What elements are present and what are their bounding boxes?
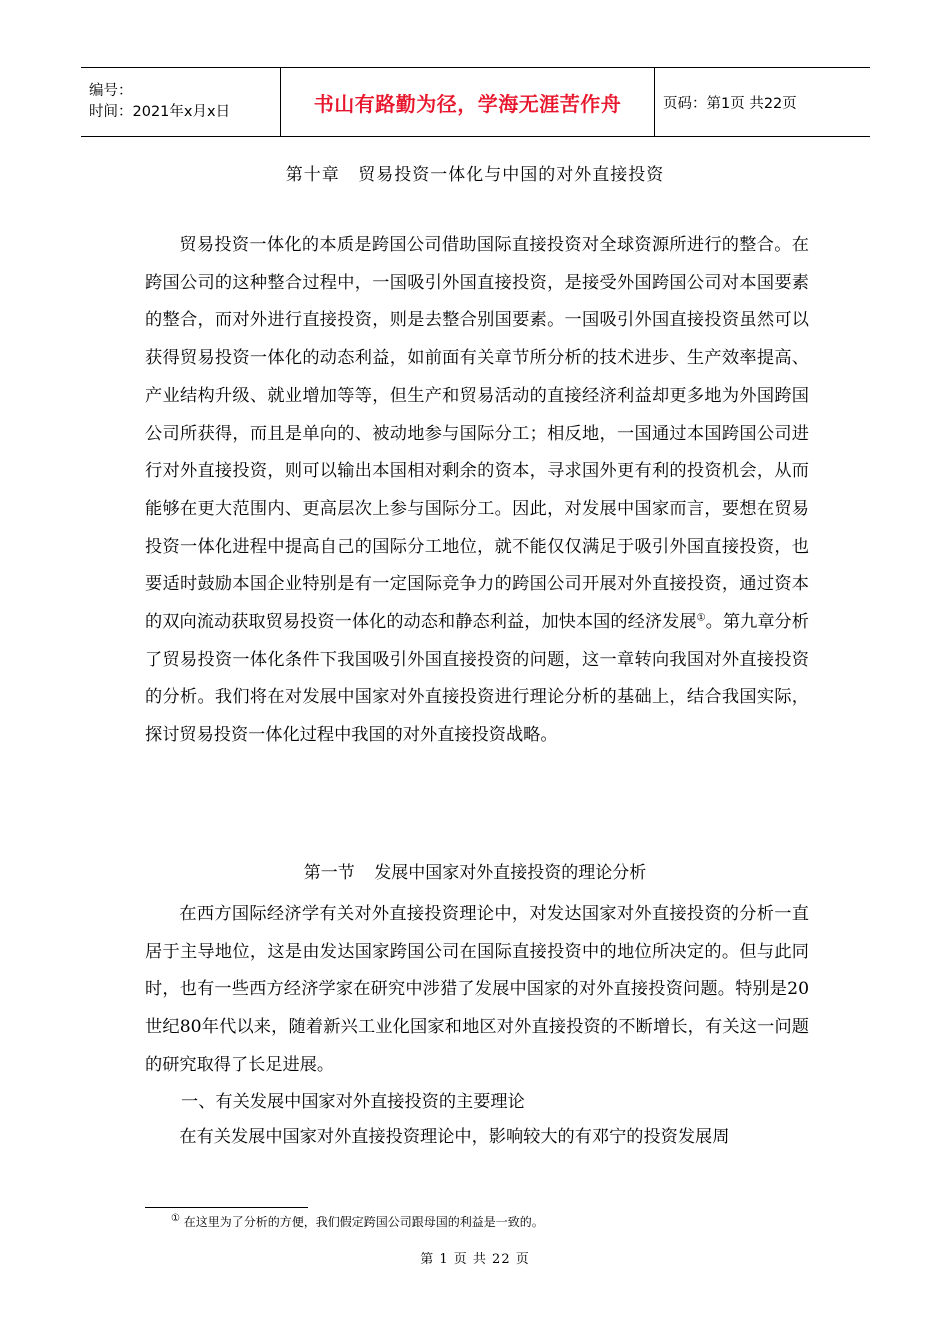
- section-number: 第一节: [303, 863, 355, 883]
- section-name: 发展中国家对外直接投资的理论分析: [374, 863, 647, 883]
- document-header: [81, 67, 870, 137]
- footnote: [171, 1213, 544, 1230]
- header-page-info: 页码：第1页 共22页: [663, 95, 797, 112]
- footnote-separator: [145, 1207, 308, 1208]
- intro-text-continued: 。第九章分析了贸易投资一体化条件下我国吸引外国直接投资的问题，这一章转向我国对外直接投资的分析。我们将在对发展中国家对外直接投资进行理论分析的基础上，结合我国实际，探讨贸易投资一体化过程中我国的对外直接投资战略。: [145, 612, 809, 746]
- subheading: 一、有关发展中国家对外直接投资的主要理论: [181, 1092, 525, 1112]
- header-page-info-cell: [655, 68, 870, 136]
- footnote-text: 在这里为了分析的方便，我们假定跨国公司跟母国的利益是一致的。: [183, 1215, 544, 1229]
- header-meta: [81, 68, 281, 136]
- chapter-title: [0, 160, 950, 185]
- document-number-label: 编号：: [89, 83, 133, 99]
- page-footer: 第 1 页 共 22 页: [420, 1252, 530, 1267]
- section-paragraph: 在西方国际经济学有关对外直接投资理论中，对发达国家对外直接投资的分析一直居于主导地位，这是由发达国家跨国公司在国际直接投资中的地位所决定的。但与此同时，也有一些西方经济学家在研究中涉猎了发展中国家的对外直接投资问题。特别是20世纪80年代以来，随着新兴工业化国家和地区对外直接投资的不断增长，有关这一问题的研究取得了长足进展。: [145, 904, 809, 1075]
- header-motto-cell: [281, 68, 655, 136]
- chapter-name: 贸易投资一体化与中国的对外直接投资: [358, 165, 665, 185]
- header-motto: 书山有路勤为径，学海无涯苦作舟: [313, 91, 622, 116]
- footnote-reference[interactable]: ①: [696, 612, 706, 624]
- section-title: [0, 858, 950, 883]
- theory-paragraph: 在有关发展中国家对外直接投资理论中，影响较大的有邓宁的投资发展周: [179, 1127, 730, 1147]
- intro-text: 贸易投资一体化的本质是跨国公司借助国际直接投资对全球资源所进行的整合。在跨国公司的这种整合过程中，一国吸引外国直接投资，是接受外国跨国公司对本国要素的整合，而对外进行直接投资，则是去整合别国要素。一国吸引外国直接投资虽然可以获得贸易投资一体化的动态利益，如前面有关章节所分析的技术进步、生产效率提高、产业结构升级、就业增加等等，但生产和贸易活动的直接经济利益却更多地为外国跨国公司所获得，而且是单向的、被动地参与国际分工；相反地，一国通过本国跨国公司进行对外直接投资，则可以输出本国相对剩余的资本，寻求国外更有利的投资机会，从而能够在更大范围内、更高层次上参与国际分工。因此，对发展中国家而言，要想在贸易投资一体化进程中提高自己的国际分工地位，就不能仅仅满足于吸引外国直接投资，也要适时鼓励本国企业特别是有一定国际竞争力的跨国公司开展对外直接投资，通过资本的双向流动获取贸易投资一体化的动态和静态利益，加快本国的经济发展: [145, 235, 809, 633]
- intro-paragraph: [145, 227, 809, 755]
- chapter-number: 第十章: [285, 165, 340, 185]
- footnote-mark: ①: [171, 1213, 180, 1224]
- document-time-label: 时间：2021年x月x日: [89, 104, 231, 120]
